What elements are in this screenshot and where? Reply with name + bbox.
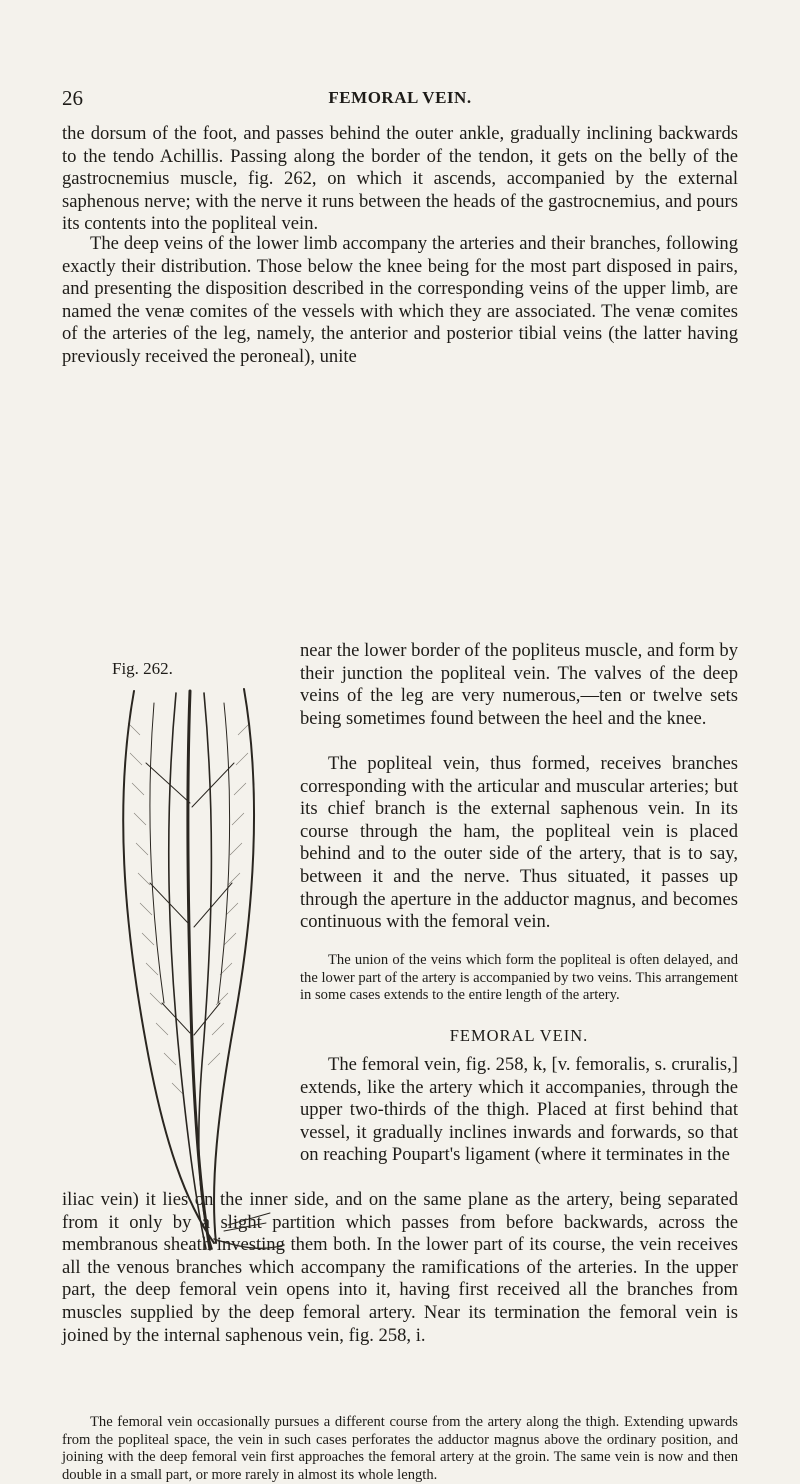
paragraph-saphenous: the dorsum of the foot, and passes behind the outer ankle, gradually inclining backwards to the tendo Achillis. Passing along the border of the tendon, it gets on the belly of the gastrocnemius muscle, fig. 262, on which it ascends, accompanied by the external saphenous nerve; with the nerve it runs between the heads of the gastrocnemius, and pours its contents into the popliteal vein. <box>62 123 738 235</box>
note-popliteal: The union of the veins which form the popliteal is often delayed, and the lower part of the artery is accompanied by two veins. This arrangement in some cases extends to the entire length of the artery. <box>300 952 738 1004</box>
paragraph-femoral-vein-cont: iliac vein) it lies on the inner side, and on the same plane as the artery, being separated from it only by a slight partition which passes from before backwards, across the membranous sheath investing them both. In the lower part of its course, the vein receives all the venous branches which accompany the ramifications of the arteries. In the upper part, the deep femoral vein opens into it, having first received all the branches from muscles supplied by the deep femoral artery. Near its termination the femoral vein is joined by the internal saphenous vein, fig. 258, i. <box>62 1189 738 1346</box>
figure-label: Fig. 262. <box>112 659 173 678</box>
paragraph-deep-veins-cont: near the lower border of the popliteus muscle, and form by their junction the popliteal vein. The valves of the deep veins of the leg are very numerous,—ten or twelve sets being sometimes found between the heel and the knee. <box>300 640 738 729</box>
paragraph-deep-veins: The deep veins of the lower limb accompany the arteries and their branches, following exactly their distribution. Those below the knee being for the most part disposed in pairs, and presenting the disposition described in the corresponding veins of the upper limb, are named the venæ comites of the vessels with which they are associated. The venæ comites of the arteries of the leg, namely, the anterior and posterior tibial veins (the latter having previously received the peroneal), unite <box>62 233 738 367</box>
note-femoral: The femoral vein occasionally pursues a different course from the artery along the thigh. Extending upwards from the popliteal space, the vein in such cases perforates the adductor magnus above the ordinary position, and joining with the deep femoral vein first approaches the femoral artery at the groin. The same vein is now and then double in a small part, or more rarely in almost its whole length. <box>62 1414 738 1483</box>
paragraph-popliteal: The popliteal vein, thus formed, receives branches corresponding with the articular and muscular arteries; but its chief branch is the external saphenous vein. In its course through the ham, the popliteal vein is placed behind and to the outer side of the artery, that is to say, between it and the nerve. Thus situated, it passes up through the aperture in the adductor magnus, and becomes continuous with the femoral vein. <box>300 753 738 933</box>
leg-veins-illustration <box>94 683 294 1256</box>
section-heading-femoral-vein: FEMORAL VEIN. <box>449 1026 589 1045</box>
paragraph-femoral-vein: The femoral vein, fig. 258, k, [v. femoralis, s. cruralis,] extends, like the artery which it accompanies, through the upper two-thirds of the thigh. Placed at first behind that vessel, it gradually inclines inwards and forwards, so that on reaching Poupart's ligament (where it terminates in the <box>300 1054 738 1166</box>
page-number: 26 <box>62 86 83 110</box>
page-header <box>62 86 738 110</box>
running-title: FEMORAL VEIN. <box>328 88 472 107</box>
